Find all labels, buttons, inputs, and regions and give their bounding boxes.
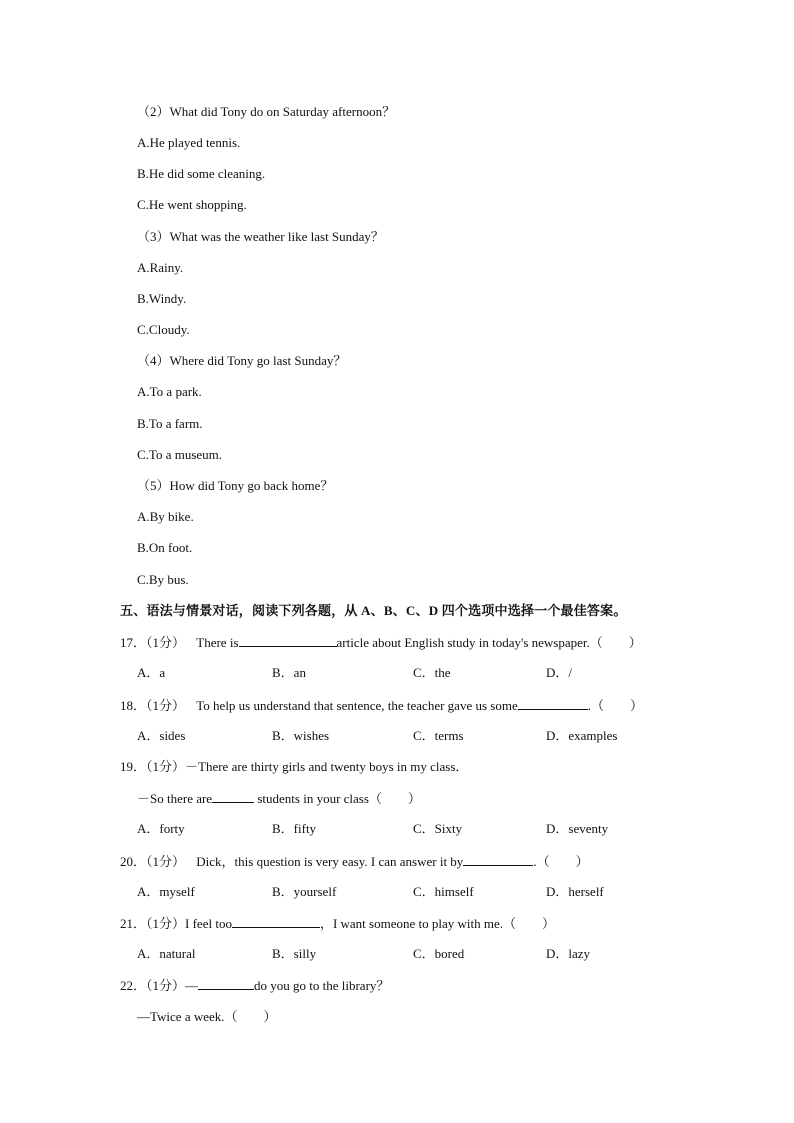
option-19b: B．fifty [272, 821, 317, 836]
answer-bracket: （ ） [536, 854, 589, 869]
answer-blank [518, 697, 588, 710]
option-19a: A．forty [137, 821, 185, 836]
question-2: （2）What did Tony do on Saturday afternoon？ [137, 104, 396, 119]
option-5b: B.On foot. [137, 540, 193, 555]
option-20a: A．myself [137, 884, 195, 899]
option-5c: C.By bus. [137, 572, 189, 587]
option-2a: A.He played tennis. [137, 135, 241, 150]
option-2b: B.He did some cleaning. [137, 166, 266, 181]
option-20d: D．herself [546, 884, 604, 899]
question-20: 20．（1分） Dick，this question is very easy. I can answer it by .（ ） [120, 854, 589, 869]
question-number: 20．（1分） [120, 854, 186, 869]
option-4b: B.To a farm. [137, 416, 203, 431]
option-5a: A.By bike. [137, 509, 194, 524]
option-18a: A．sides [137, 728, 186, 743]
option-21d: D．lazy [546, 946, 591, 961]
option-20b: B．yourself [272, 884, 337, 899]
option-21a: A．natural [137, 946, 196, 961]
question-18: 18．（1分） To help us understand that sentence, the teacher gave us some .（ ） [120, 698, 643, 713]
section-heading: 五、语法与情景对话，阅读下列各题，从 A、B、C、D 四个选项中选择一个最佳答案。 [120, 603, 627, 618]
answer-bracket: （ ） [590, 698, 643, 713]
answer-blank [212, 790, 254, 803]
option-18b: B．wishes [272, 728, 330, 743]
question-19-line2: －So there are students in your class（ ） [137, 791, 421, 806]
option-19d: D．seventy [546, 821, 609, 836]
question-17: 17．（1分） There is article about English study in today's newspaper.（ ） [120, 635, 642, 650]
answer-blank [198, 977, 254, 990]
option-19c: C．Sixty [413, 821, 463, 836]
option-3c: C.Cloudy. [137, 322, 190, 337]
question-number: 17．（1分） [120, 635, 186, 650]
question-4: （4）Where did Tony go last Sunday？ [137, 353, 347, 368]
option-4a: A.To a park. [137, 384, 202, 399]
option-18d: D．examples [546, 728, 618, 743]
question-number: 21．（1分） [120, 916, 186, 931]
answer-bracket: （ ） [224, 1009, 277, 1024]
question-5: （5）How did Tony go back home？ [137, 478, 334, 493]
answer-blank [463, 853, 533, 866]
option-17a: A．a [137, 665, 166, 680]
answer-bracket: （ ） [589, 635, 642, 650]
option-4c: C.To a museum. [137, 447, 223, 462]
question-number: 22．（1分） [120, 978, 186, 993]
option-3a: A.Rainy. [137, 260, 184, 275]
option-20c: C．himself [413, 884, 474, 899]
option-17d: D．/ [546, 665, 573, 680]
option-17b: B．an [272, 665, 306, 680]
option-17c: C．the [413, 665, 451, 680]
question-22-line2: —Twice a week.（ ） [137, 1009, 277, 1024]
question-3: （3）What was the weather like last Sunday？ [137, 229, 384, 244]
option-3b: B.Windy. [137, 291, 187, 306]
question-21: 21．（1分）I feel too ，I want someone to play with me.（ ） [120, 916, 556, 931]
option-2c: C.He went shopping. [137, 197, 247, 212]
answer-bracket: （ ） [503, 916, 556, 931]
question-19: 19．（1分）－There are thirty girls and twenty boys in my class． [120, 759, 469, 774]
answer-bracket: （ ） [368, 791, 421, 806]
question-number: 18．（1分） [120, 698, 186, 713]
answer-blank [232, 915, 320, 928]
answer-blank [239, 634, 337, 647]
option-21b: B．silly [272, 946, 317, 961]
question-22: 22．（1分）— do you go to the library？ [120, 978, 390, 993]
option-18c: C．terms [413, 728, 464, 743]
option-21c: C．bored [413, 946, 465, 961]
question-number: 19．（1分） [120, 759, 186, 774]
